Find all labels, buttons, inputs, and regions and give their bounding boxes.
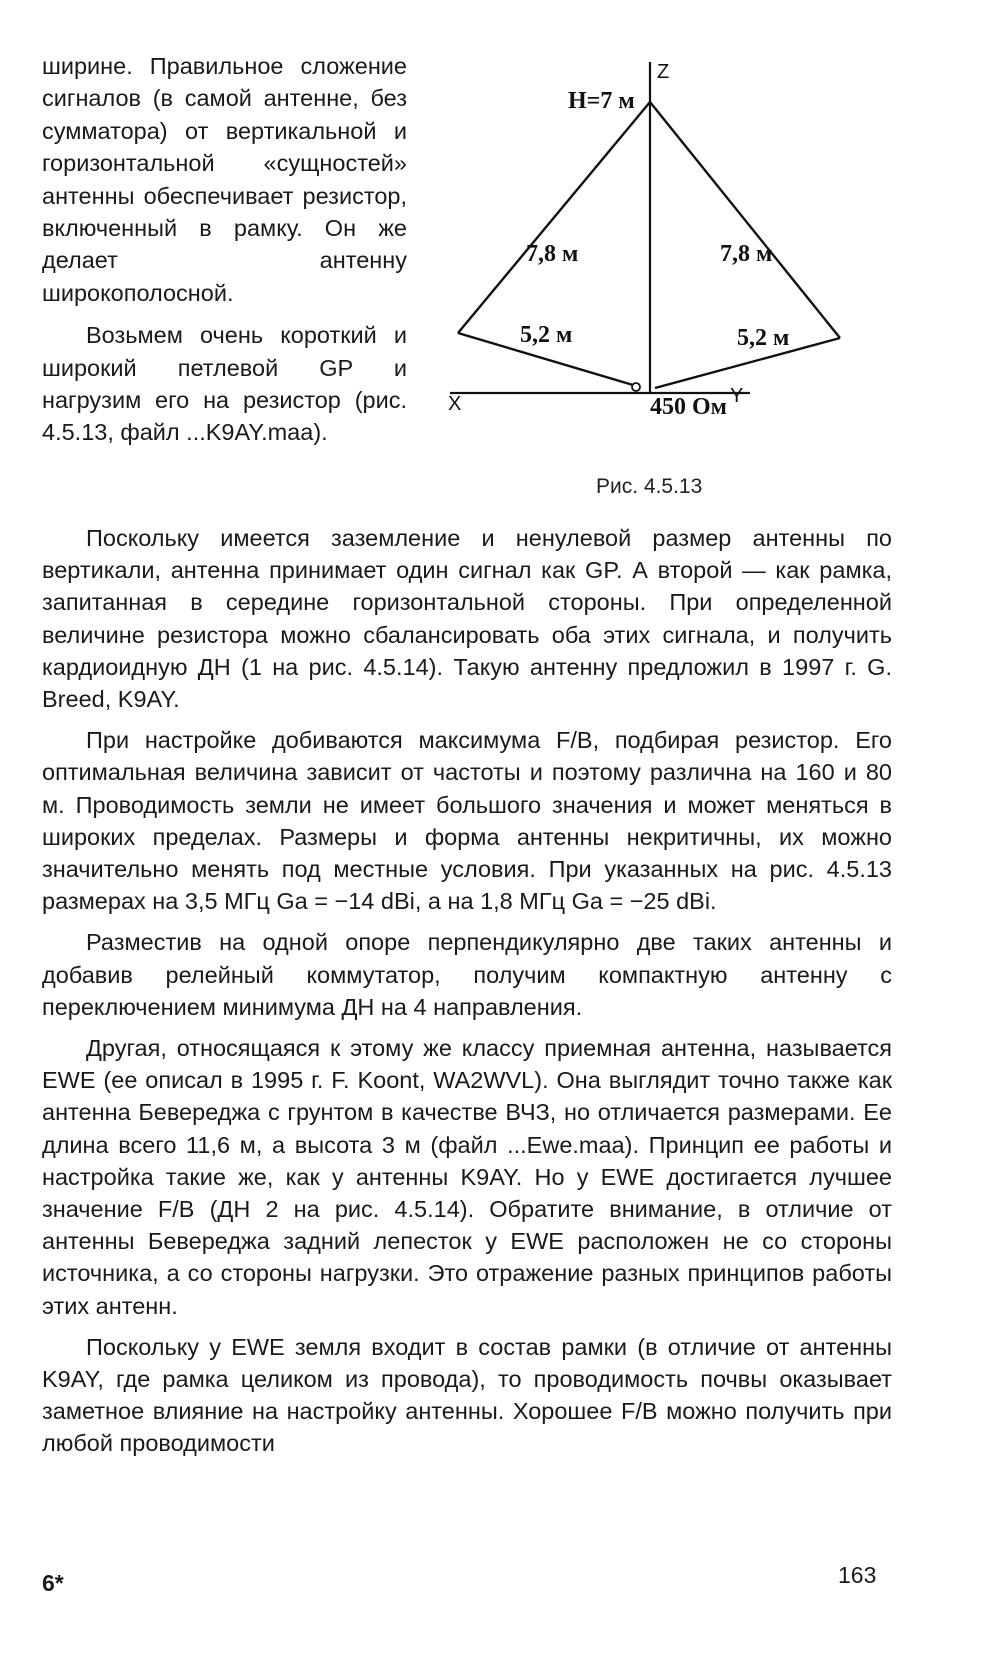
intro-paragraph-1: ширине. Правильное сложение сигналов (в самой антенне, без сумматора) от вертикальной и горизонтальной «сущностей» антенны обеспечивает резистор, включенный в рамку. Он же делает антенну широкополосной.: [42, 53, 407, 306]
lower-left-length-label: 5,2 м: [520, 322, 573, 348]
upper-left-length-label: 7,8 м: [526, 241, 579, 267]
left-upper-wire: [458, 102, 650, 333]
right-upper-wire: [650, 102, 840, 338]
main-text: [42, 522, 892, 1460]
page-number: 163: [838, 1562, 877, 1588]
resistor-label: 450 Ом: [650, 394, 728, 420]
axis-x-label: X: [448, 393, 462, 415]
height-label: H=7 м: [568, 88, 635, 114]
signature-mark: 6*: [42, 1570, 64, 1596]
body-paragraph-1: Поскольку имеется заземление и ненулевой размер антенны по вертикали, антенна принимает один сигнал как GP. А второй — как рамка, запитанная в середине горизонтальной стороны. При определенной величине резистора можно сбалансировать оба этих сигнала, и получить кардиоидную ДН (1 на рис. 4.5.14). Такую антенну предложил в 1997 г. G. Breed, K9AY.: [42, 525, 892, 713]
upper-right-length-label: 7,8 м: [720, 241, 773, 267]
antenna-diagram: [440, 58, 910, 478]
figure-caption: Рис. 4.5.13: [596, 475, 703, 498]
body-paragraph-5: Поскольку у EWE земля входит в состав рамки (в отличие от антенны K9AY, где рамка целиком из провода), то проводимость почвы оказывает заметное влияние на настройку антенны. Хорошее F/B можно получить при любой проводимости: [42, 1333, 892, 1457]
intro-column: [42, 50, 407, 449]
axis-y-label: Y: [730, 385, 744, 407]
lower-right-length-label: 5,2 м: [737, 325, 790, 351]
feed-point-node: [632, 383, 640, 391]
intro-paragraph-2: Возьмем очень короткий и широкий петлевой GP и нагрузим его на резистор (рис. 4.5.13, файл ...K9AY.maa).: [42, 322, 407, 446]
body-paragraph-4: Другая, относящаяся к этому же классу приемная антенна, называется EWE (ее описал в 1995 г. F. Koont, WA2WVL). Она выглядит точно также как антенна Бевереджа с грунтом в качестве ВЧЗ, но отличается размерами. Ее длина всего 11,6 м, а высота 3 м (файл ...Ewe.maa). Принцип ее работы и настройка такие же, как у антенны K9AY. Но у EWE достигается лучшее значение F/B (ДН 2 на рис. 4.5.14). Обратите внимание, в отличие от антенны Бевереджа задний лепесток у EWE расположен не со стороны источника, а со стороны нагрузки. Это отражение разных принципов работы этих антенн.: [42, 1035, 892, 1319]
body-paragraph-2: При настройке добиваются максимума F/B, подбирая резистор. Его оптимальная величина зависит от частоты и поэтому различна на 160 и 80 м. Проводимость земли не имеет большого значения и может меняться в широких пределах. Размеры и форма антенны некритичны, их можно значительно менять под местные условия. При указанных на рис. 4.5.13 размерах на 3,5 МГц Ga = −14 dBi, а на 1,8 МГц Ga = −25 dBi.: [42, 727, 892, 915]
body-paragraph-3: Разместив на одной опоре перпендикулярно две таких антенны и добавив релейный коммутатор, получим компактную антенну с переключением минимума ДН на 4 направления.: [42, 929, 892, 1020]
antenna-figure: [440, 58, 910, 518]
axis-z-label: Z: [657, 61, 670, 83]
